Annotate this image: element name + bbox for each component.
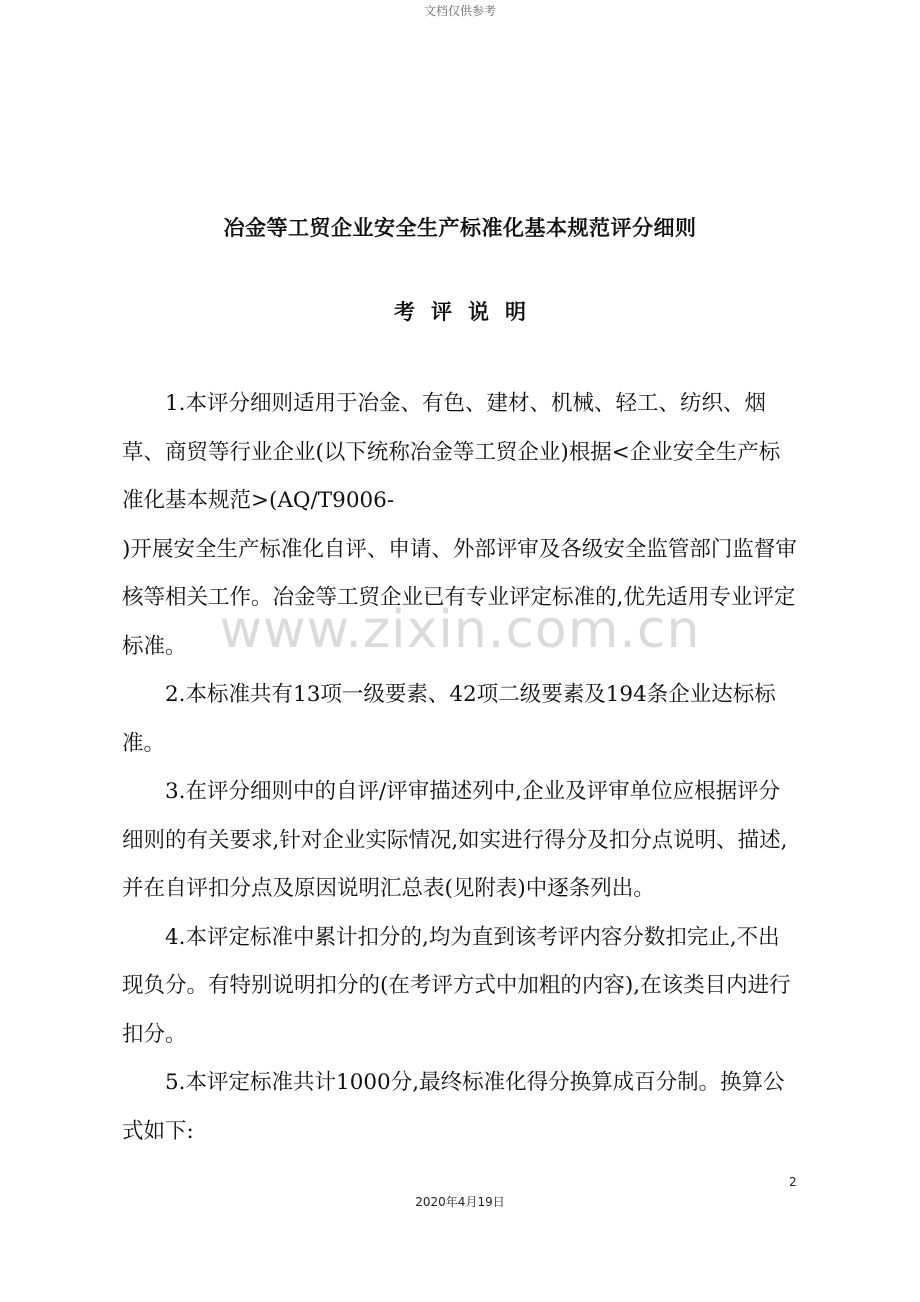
paragraph-2: 2.本标准共有13项一级要素、42项二级要素及194条企业达标标准。 <box>122 682 776 756</box>
watermark: www.zixin.com.cn <box>219 600 701 660</box>
header-note: 文档仅供参考 <box>423 4 496 18</box>
document-title: 冶金等工贸企业安全生产标准化基本规范评分细则 <box>223 216 697 240</box>
body-text <box>122 380 800 1156</box>
paragraph-1-continued: )开展安全生产标准化自评、申请、外部评审及各级安全监管部门监督审核等相关工作。冶金等工贸企业已有专业评定标准的,优先适用专业评定标准。 <box>122 536 797 659</box>
section-title: 考评说明 <box>394 300 542 324</box>
paragraph-5: 5.本评定标准共计1000分,最终标准化得分换算成百分制。换算公式如下: <box>122 1070 785 1144</box>
page-number: 2 <box>789 1175 797 1189</box>
footer-date: 2020年4月19日 <box>415 1195 505 1209</box>
paragraph-3: 3.在评分细则中的自评/评审描述列中,企业及评审单位应根据评分细则的有关要求,针对企业实际情况,如实进行得分及扣分点说明、描述,并在自评扣分点及原因说明汇总表(见附表)中逐条列出。 <box>122 779 788 901</box>
paragraph-4: 4.本评定标准中累计扣分的,均为直到该考评内容分数扣完止,不出现负分。有特别说明扣分的(在考评方式中加粗的内容),在该类目内进行扣分。 <box>122 924 791 1047</box>
paragraph-1: 1.本评分细则适用于冶金、有色、建材、机械、轻工、纺织、烟草、商贸等行业企业(以下统称冶金等工贸企业)根据<企业安全生产标准化基本规范>(AQ/T9006- <box>122 391 781 513</box>
